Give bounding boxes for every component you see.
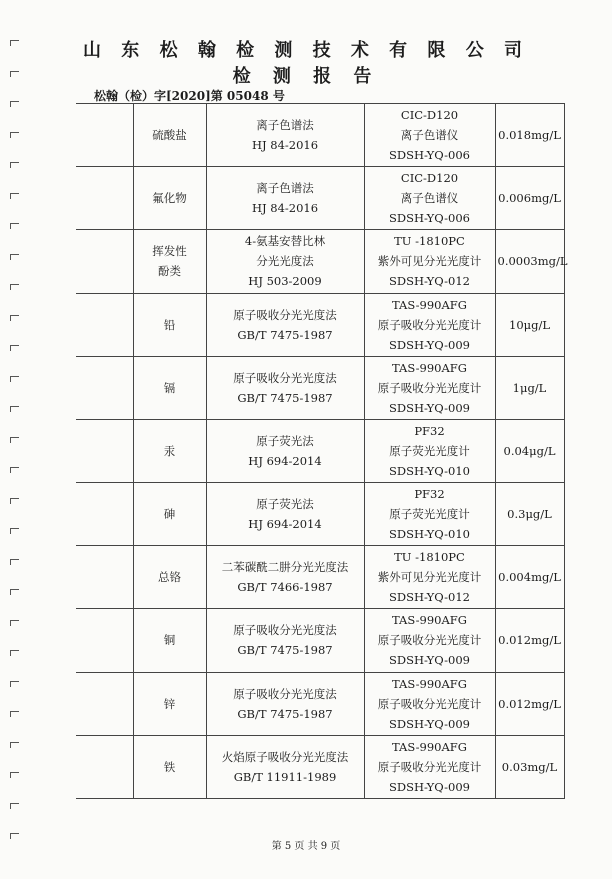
detection-limit-cell: 0.012mg/L xyxy=(495,609,564,672)
method-cell xyxy=(206,609,364,672)
instrument-line: SDSH-YQ-012 xyxy=(389,590,470,605)
instrument-cell xyxy=(364,167,495,230)
instrument-line: SDSH-YQ-006 xyxy=(389,211,470,226)
instrument-line: SDSH-YQ-009 xyxy=(389,779,470,794)
company-name: 山 东 松 翰 检 测 技 术 有 限 公 司 xyxy=(83,40,529,61)
method-line: 原子吸收分光光度法 xyxy=(233,686,337,701)
instrument-line: PF32 xyxy=(414,423,445,438)
table-row xyxy=(76,672,564,735)
method-line: HJ 84-2016 xyxy=(251,138,319,153)
instrument-line: SDSH-YQ-006 xyxy=(389,148,470,163)
detection-limit-cell: 0.3μg/L xyxy=(495,483,564,546)
table-row xyxy=(76,167,564,230)
binding-tick xyxy=(10,681,19,682)
binding-tick xyxy=(10,742,19,743)
item-name: 铁 xyxy=(163,759,176,774)
method-cell xyxy=(206,293,364,356)
instrument-cell xyxy=(364,293,495,356)
blank-cell xyxy=(76,419,133,482)
table-row xyxy=(76,356,564,419)
instrument-line: PF32 xyxy=(414,487,445,502)
method-line: GB/T 7475-1987 xyxy=(237,706,333,721)
item-cell xyxy=(133,104,206,167)
method-cell xyxy=(206,356,364,419)
method-cell xyxy=(206,104,364,167)
instrument-line: 原子荧光光度计 xyxy=(389,443,470,458)
method-line: GB/T 7466-1987 xyxy=(237,580,333,595)
instrument-line: SDSH-YQ-010 xyxy=(389,527,470,542)
method-line: HJ 694-2014 xyxy=(248,453,322,468)
instrument-cell xyxy=(364,546,495,609)
binding-tick xyxy=(10,528,19,529)
detection-limit-cell: 1μg/L xyxy=(495,356,564,419)
method-line: 原子吸收分光光度法 xyxy=(233,370,337,385)
instrument-line: 紫外可见分光光度计 xyxy=(377,570,482,585)
detection-limit-cell: 0.012mg/L xyxy=(495,672,564,735)
instrument-line: SDSH-YQ-009 xyxy=(389,716,470,731)
table-row xyxy=(76,735,564,798)
item-cell xyxy=(133,230,206,293)
binding-tick xyxy=(10,803,19,804)
instrument-cell xyxy=(364,609,495,672)
table-row xyxy=(76,419,564,482)
instrument-cell xyxy=(364,672,495,735)
method-cell xyxy=(206,167,364,230)
detection-limit-cell: 10μg/L xyxy=(495,293,564,356)
table-row xyxy=(76,293,564,356)
binding-tick xyxy=(10,376,19,377)
binding-tick xyxy=(10,132,19,133)
instrument-line: SDSH-YQ-010 xyxy=(389,463,470,478)
detection-limit-cell: 0.0003mg/L xyxy=(495,230,564,293)
item-name: 氟化物 xyxy=(152,191,187,206)
binding-tick xyxy=(10,162,19,163)
instrument-line: 原子吸收分光光度计 xyxy=(377,759,482,774)
blank-cell xyxy=(76,672,133,735)
item-name: 总铬 xyxy=(158,570,181,585)
item-name: 铅 xyxy=(163,317,176,332)
method-line: GB/T 7475-1987 xyxy=(237,390,333,405)
item-name: 镉 xyxy=(163,380,176,395)
page-footer: 第 5 页 共 9 页 xyxy=(271,841,341,852)
method-line: GB/T 11911-1989 xyxy=(233,769,337,784)
item-cell xyxy=(133,356,206,419)
binding-tick xyxy=(10,498,19,499)
table-row xyxy=(76,104,564,167)
item-name: 硫酸盐 xyxy=(152,128,187,143)
binding-tick xyxy=(10,711,19,712)
binding-tick xyxy=(10,345,19,346)
item-name: 铜 xyxy=(163,633,176,648)
instrument-line: 离子色谱仪 xyxy=(400,128,459,143)
item-name: 汞 xyxy=(163,443,176,458)
item-cell xyxy=(133,546,206,609)
instrument-line: SDSH-YQ-009 xyxy=(389,653,470,668)
binding-tick xyxy=(10,101,19,102)
method-cell xyxy=(206,230,364,293)
binding-tick xyxy=(10,589,19,590)
detection-limit-cell: 0.03mg/L xyxy=(495,735,564,798)
method-line: HJ 503-2009 xyxy=(248,274,322,289)
instrument-line: TU -1810PC xyxy=(394,234,465,249)
instrument-cell xyxy=(364,419,495,482)
instrument-cell xyxy=(364,230,495,293)
instrument-line: TAS-990AFG xyxy=(392,676,467,691)
method-cell xyxy=(206,419,364,482)
instrument-cell xyxy=(364,356,495,419)
binding-tick xyxy=(10,620,19,621)
table-row xyxy=(76,609,564,672)
instrument-line: 原子吸收分光光度计 xyxy=(377,696,482,711)
binding-tick xyxy=(10,406,19,407)
binding-tick xyxy=(10,650,19,651)
instrument-line: 离子色谱仪 xyxy=(400,191,459,206)
blank-cell xyxy=(76,230,133,293)
method-line: 离子色谱法 xyxy=(256,118,314,133)
item-name: 挥发性 xyxy=(152,244,187,259)
blank-cell xyxy=(76,546,133,609)
detection-limit-cell: 0.018mg/L xyxy=(495,104,564,167)
binding-margin-marks xyxy=(4,40,24,870)
instrument-line: TAS-990AFG xyxy=(392,360,467,375)
instrument-line: 原子吸收分光光度计 xyxy=(377,380,482,395)
binding-tick xyxy=(10,467,19,468)
table-row xyxy=(76,230,564,293)
instrument-line: SDSH-YQ-012 xyxy=(389,274,470,289)
detection-limit-cell: 0.04μg/L xyxy=(495,419,564,482)
method-line: 火焰原子吸收分光光度法 xyxy=(221,749,349,764)
method-cell xyxy=(206,672,364,735)
method-cell xyxy=(206,483,364,546)
binding-tick xyxy=(10,437,19,438)
method-line: HJ 84-2016 xyxy=(251,201,319,216)
instrument-cell xyxy=(364,104,495,167)
instrument-cell xyxy=(364,735,495,798)
method-line: 二苯碳酰二肼分光光度法 xyxy=(221,560,349,575)
blank-cell xyxy=(76,356,133,419)
detection-limit-cell: 0.004mg/L xyxy=(495,546,564,609)
method-cell xyxy=(206,735,364,798)
item-cell xyxy=(133,735,206,798)
item-cell xyxy=(133,419,206,482)
binding-tick xyxy=(10,223,19,224)
binding-tick xyxy=(10,193,19,194)
blank-cell xyxy=(76,293,133,356)
method-line: HJ 694-2014 xyxy=(248,517,322,532)
method-line: 离子色谱法 xyxy=(256,181,314,196)
instrument-line: 紫外可见分光光度计 xyxy=(377,254,482,269)
item-cell xyxy=(133,672,206,735)
instrument-line: CIC-D120 xyxy=(400,108,459,123)
blank-cell xyxy=(76,735,133,798)
instrument-line: 原子荧光光度计 xyxy=(389,507,470,522)
method-line: GB/T 7475-1987 xyxy=(237,643,333,658)
method-line: 分光光度法 xyxy=(256,254,314,269)
instrument-line: TAS-990AFG xyxy=(392,613,467,628)
method-cell xyxy=(206,546,364,609)
binding-tick xyxy=(10,315,19,316)
instrument-line: 原子吸收分光光度计 xyxy=(377,317,482,332)
method-line: 原子荧光法 xyxy=(256,433,314,448)
report-title: 检 测 报 告 xyxy=(232,66,380,87)
detection-limit-cell: 0.006mg/L xyxy=(495,167,564,230)
instrument-line: TAS-990AFG xyxy=(392,739,467,754)
method-line: 原子荧光法 xyxy=(256,497,314,512)
instrument-line: 原子吸收分光光度计 xyxy=(377,633,482,648)
instrument-cell xyxy=(364,483,495,546)
instrument-line: SDSH-YQ-009 xyxy=(389,400,470,415)
report-number: 松翰（检）字[2020]第 05048 号 xyxy=(94,89,285,103)
table-row xyxy=(76,483,564,546)
item-name: 砷 xyxy=(163,507,176,522)
instrument-line: SDSH-YQ-009 xyxy=(389,337,470,352)
blank-cell xyxy=(76,609,133,672)
binding-tick xyxy=(10,772,19,773)
binding-tick xyxy=(10,254,19,255)
results-table xyxy=(76,103,568,799)
table-row xyxy=(76,546,564,609)
binding-tick xyxy=(10,559,19,560)
instrument-line: TAS-990AFG xyxy=(392,297,467,312)
blank-cell xyxy=(76,483,133,546)
method-line: GB/T 7475-1987 xyxy=(237,327,333,342)
item-cell xyxy=(133,167,206,230)
blank-cell xyxy=(76,104,133,167)
method-line: 原子吸收分光光度法 xyxy=(233,307,337,322)
item-cell xyxy=(133,483,206,546)
method-line: 原子吸收分光光度法 xyxy=(233,623,337,638)
item-cell xyxy=(133,609,206,672)
instrument-line: CIC-D120 xyxy=(400,171,459,186)
item-cell xyxy=(133,293,206,356)
binding-tick xyxy=(10,284,19,285)
item-name: 锌 xyxy=(163,696,176,711)
instrument-line: TU -1810PC xyxy=(394,550,465,565)
blank-cell xyxy=(76,167,133,230)
binding-tick xyxy=(10,833,19,834)
item-name: 酚类 xyxy=(158,264,181,279)
method-line: 4-氨基安替比林 xyxy=(244,234,326,249)
